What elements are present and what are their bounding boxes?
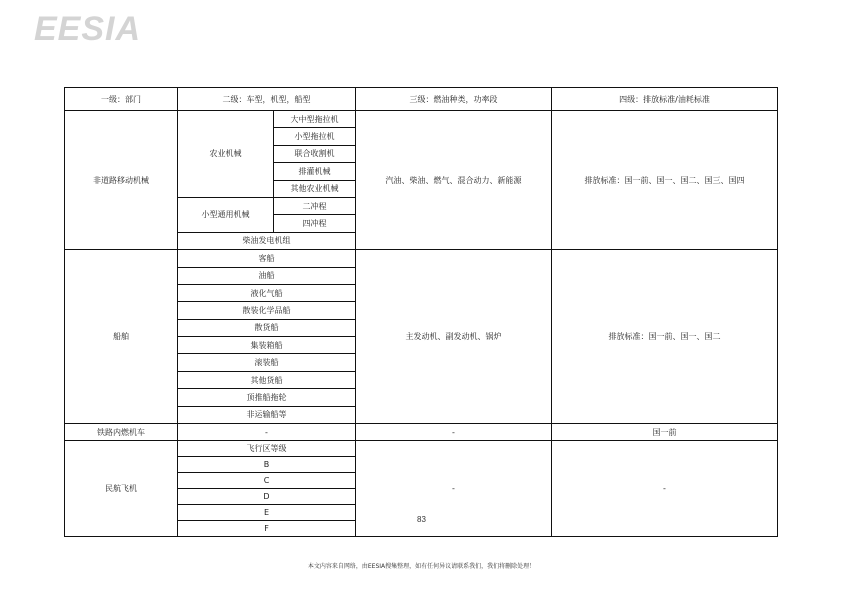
header-row: [65, 88, 778, 111]
aviation-class-cell: D: [178, 489, 356, 505]
subtype-cell: 大中型拖拉机: [274, 111, 356, 128]
standard-aviation: -: [552, 441, 778, 537]
subtype-cell: 其他农业机械: [274, 180, 356, 197]
fuel-nonroad: 汽油、柴油、燃气、混合动力、新能源: [356, 111, 552, 250]
ship-type-cell: 液化气船: [178, 284, 356, 301]
standard-rail: 国一前: [552, 424, 778, 441]
ship-type-cell: 非运输船等: [178, 406, 356, 423]
ship-type-cell: 集装箱船: [178, 337, 356, 354]
ship-type-cell: 散装化学品船: [178, 302, 356, 319]
header-level1: 一级：部门: [65, 88, 178, 111]
dept-nonroad: 非道路移动机械: [65, 111, 178, 250]
dept-ship: 船舶: [65, 250, 178, 424]
ship-type-cell: 顶推船拖轮: [178, 389, 356, 406]
classification-table: [64, 87, 778, 537]
table-row: [65, 441, 778, 457]
aviation-class-cell: F: [178, 521, 356, 537]
standard-ship: 排放标准：国一前、国一、国二: [552, 250, 778, 424]
dept-aviation: 民航飞机: [65, 441, 178, 537]
header-level2: 二级：车型，机型，船型: [178, 88, 356, 111]
subtype-cell: 二冲程: [274, 197, 356, 214]
type-small-general: 小型通用机械: [178, 197, 274, 232]
dept-rail: 铁路内燃机车: [65, 424, 178, 441]
ship-type-cell: 散货船: [178, 319, 356, 336]
subtype-cell: 四冲程: [274, 215, 356, 232]
table-row: [65, 250, 778, 267]
subtype-cell: 联合收割机: [274, 145, 356, 162]
aviation-class-cell: B: [178, 457, 356, 473]
header-level3: 三级：燃油种类，功率段: [356, 88, 552, 111]
ship-type-cell: 油船: [178, 267, 356, 284]
fuel-ship: 主发动机、副发动机、锅炉: [356, 250, 552, 424]
standard-nonroad: 排放标准：国一前、国一、国二、国三、国四: [552, 111, 778, 250]
ship-type-cell: 其他货船: [178, 371, 356, 388]
table-row: [65, 111, 778, 128]
fuel-rail: -: [356, 424, 552, 441]
type-genset: 柴油发电机组: [178, 232, 356, 249]
table-row: [65, 424, 778, 441]
aviation-class-cell: 飞行区等级: [178, 441, 356, 457]
page-number: 83: [417, 515, 426, 524]
subtype-cell: 排灌机械: [274, 163, 356, 180]
aviation-class-cell: E: [178, 505, 356, 521]
eesia-logo: EESIA: [34, 10, 142, 48]
header-level4: 四级：排放标准/油耗标准: [552, 88, 778, 111]
rail-type: -: [178, 424, 356, 441]
type-agri: 农业机械: [178, 111, 274, 198]
ship-type-cell: 滚装船: [178, 354, 356, 371]
aviation-class-cell: C: [178, 473, 356, 489]
subtype-cell: 小型拖拉机: [274, 128, 356, 145]
ship-type-cell: 客船: [178, 250, 356, 267]
fuel-aviation: -: [356, 441, 552, 537]
footer-disclaimer: 本文内容来自网络，由EESIA搜集整理，如有任何异议请联系我们，我们将删除处理！: [307, 563, 536, 570]
